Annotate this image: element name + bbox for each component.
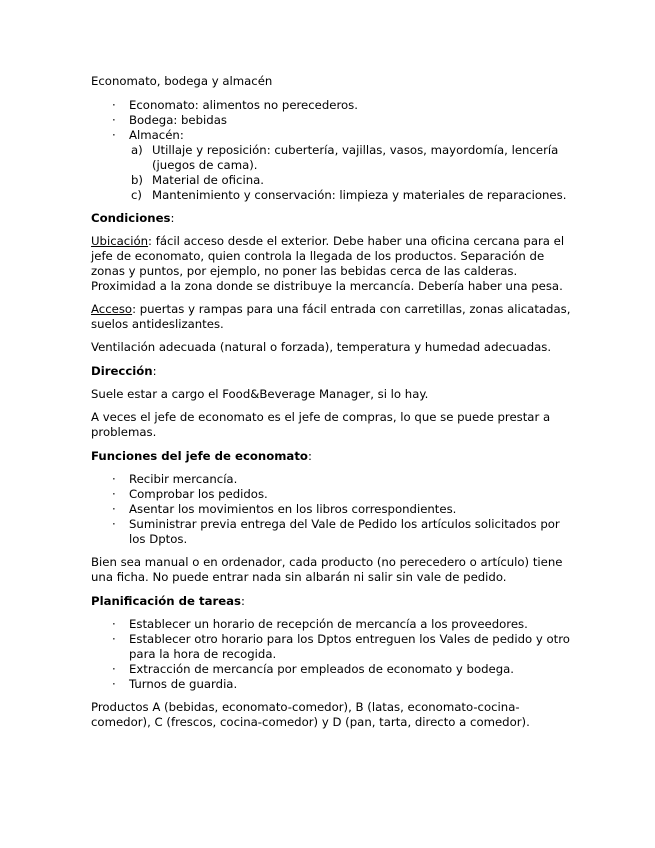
ventilacion-paragraph: Ventilación adecuada (natural o forzada), temperatura y humedad adecuadas.: [91, 340, 552, 354]
funciones-after-paragraph: Bien sea manual o en ordenador, cada producto (no perecedero o artículo) tiene una ficha. No puede entrar nada sin albarán ni salir sin vale de pedido.: [91, 555, 563, 584]
ubicacion-paragraph: Ubicación: fácil acceso desde el exterior. Debe haber una oficina cercana para el jefe de economato, quien controla la llegada de los productos. Separación de zonas y puntos, por ejemplo, no poner las bebidas cerca de las calderas. Proximidad a la zona donde se distribuye la mercancía. Debería haber una pesa.: [91, 234, 565, 293]
funciones-bullet-list: [91, 472, 571, 547]
list-item: · Turnos de guardia.: [112, 677, 238, 691]
sublist-item: b) Material de oficina.: [131, 173, 264, 187]
sublist-item: a) Utillaje y reposición: cubertería, vajillas, vasos, mayordomía, lencería (juegos de cama).: [131, 143, 559, 172]
direccion-paragraph-1: Suele estar a cargo el Food&Beverage Manager, si lo hay.: [91, 387, 429, 401]
almacen-sublist: [129, 143, 571, 203]
list-item: · Recibir mercancía.: [112, 472, 238, 486]
ubicacion-label: Ubicación: [91, 234, 149, 248]
list-item: · Extracción de mercancía por empleados de economato y bodega.: [112, 662, 515, 676]
list-item: · Comprobar los pedidos.: [112, 487, 268, 501]
acceso-label: Acceso: [91, 302, 133, 316]
list-item: · Establecer un horario de recepción de mercancía a los proveedores.: [112, 617, 528, 631]
list-item: · Bodega: bebidas: [112, 113, 227, 127]
planificacion-heading: Planificación de tareas:: [91, 594, 245, 608]
list-item: · Economato: alimentos no perecederos.: [112, 98, 358, 112]
direccion-heading: Dirección:: [91, 364, 157, 378]
funciones-heading: Funciones del jefe de economato:: [91, 449, 312, 463]
list-item: · Asentar los movimientos en los libros correspondientes.: [112, 502, 457, 516]
planificacion-bullet-list: [91, 617, 571, 692]
list-item: · Establecer otro horario para los Dptos entreguen los Vales de pedido y otro para la hora de recogida.: [112, 632, 570, 661]
document-body: [91, 74, 571, 730]
intro-bullet-list: [91, 98, 571, 203]
sublist-item: c) Mantenimiento y conservación: limpieza y materiales de reparaciones.: [131, 188, 567, 202]
list-item: · Suministrar previa entrega del Vale de Pedido los artículos solicitados por los Dptos.: [112, 517, 560, 546]
condiciones-heading: Condiciones:: [91, 211, 175, 225]
direccion-paragraph-2: A veces el jefe de economato es el jefe de compras, lo que se puede prestar a problemas.: [91, 410, 551, 439]
document-title: Economato, bodega y almacén: [91, 74, 273, 88]
productos-paragraph: Productos A (bebidas, economato-comedor), B (latas, economato-cocina-comedor), C (frescos, cocina-comedor) y D (pan, tarta, directo a comedor).: [91, 700, 530, 729]
acceso-paragraph: Acceso: puertas y rampas para una fácil entrada con carretillas, zonas alicatadas, suelos antideslizantes.: [91, 302, 571, 331]
list-item: · Almacén: a) Utillaje y reposición: cubertería, vajillas, vasos, mayordomía, lencería (juegos de cama). b) Material de oficina. c) Mantenimiento y conservación: limpieza y materiales de reparaciones.: [129, 128, 571, 203]
